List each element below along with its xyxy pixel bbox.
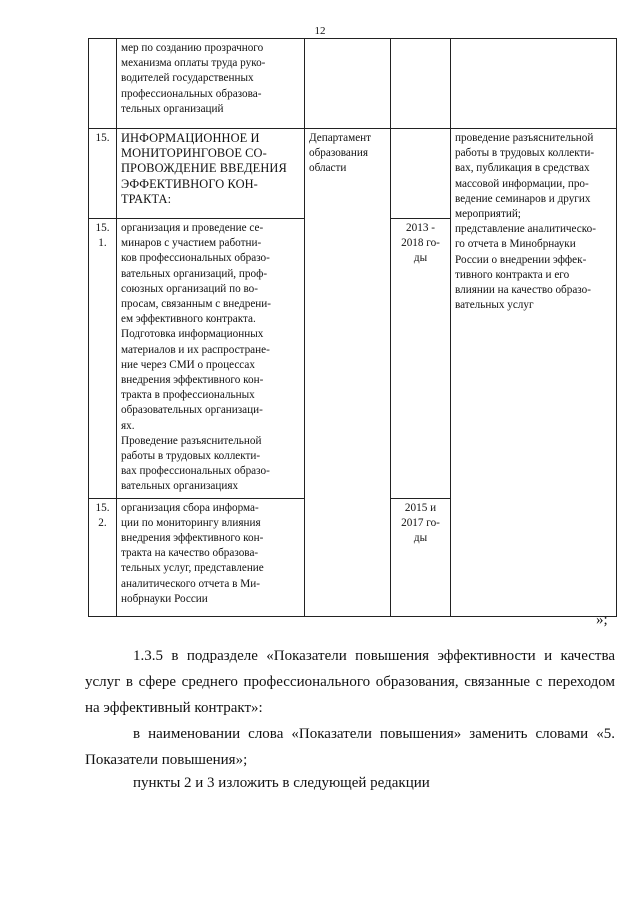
cell-text-line: нобрнауки России [121,592,208,605]
cell-text-line: ИНФОРМАЦИОННОЕ И [121,131,260,145]
cell-text-line: 2018 го- [401,237,440,250]
cell-text-line: тельных организаций [121,102,224,115]
cell-text-line: МОНИТОРИНГОВОЕ СО- [121,146,267,161]
expected-result [451,129,617,617]
cell-text-line: проведение разъяснительной [455,132,594,144]
cell-text-line: минаров с участием работни- [121,237,262,250]
cell-text-line: ции по мониторингу влияния [121,516,261,529]
cell-text-line: ях. [121,419,135,432]
measures-table [88,38,617,617]
cell-text-line: вах, публикация в средствах [455,162,590,175]
cell-text-line: образовательных организаци- [121,404,263,417]
measure-cell [117,219,305,499]
section-title [117,129,305,219]
cell-text-line: го отчета в Минобрнауки [455,238,576,251]
cell-text-line: тельных услуг, представление [121,562,264,575]
measure-cell [117,39,305,129]
cell-text-line: 2015 и [404,501,437,514]
cell-text-line: просам, связанным с внедрени- [121,298,271,311]
cell-text-line: мер по созданию прозрачного [121,42,264,54]
responsible-cell [305,39,391,129]
cell-text-line: ТРАКТА: [121,191,172,206]
cell-text-line: Проведение разъяснительной [121,434,262,447]
table-row-15 [89,129,617,219]
cell-text-line: аналитического отчета в Ми- [121,577,260,590]
dates-cell [391,219,451,499]
cell-text-line: ПРОВОЖДЕНИЕ ВВЕДЕНИЯ [121,161,287,176]
cell-text-line: 2017 го- [401,516,440,529]
cell-text-line: Департамент [309,132,372,144]
result-cell [451,39,617,129]
cell-text-line: организация сбора информа- [121,501,259,514]
table-row-continued [89,39,617,129]
cell-text-line: союзных организаций по во- [121,282,258,295]
cell-text-line: ем эффективного контракта. [121,313,256,326]
cell-text-line: вательных организаций, проф- [121,267,268,280]
page-number: 12 [314,25,326,37]
measure-cell [117,498,305,616]
cell-text-line: внедрения эффективного кон- [121,374,264,387]
dates-cell [391,39,451,129]
cell-text-line: ведение семинаров и других [455,192,591,205]
paragraph-rename-instruction: в наименовании слова «Показатели повышения» заменить словами «5. Показатели повышения»; [85,726,615,768]
cell-text-line: ЭФФЕКТИВНОГО КОН- [121,176,258,191]
cell-text-line: ды [413,252,428,265]
paragraph-new-wording: пункты 2 и 3 изложить в следующей редакции [133,775,430,791]
row-number: 15. [89,129,117,219]
cell-text-line: вательных организациях [121,480,239,493]
cell-text-line: влиянии на качество образо- [455,284,591,297]
cell-text-line: материалов и их распростране- [121,343,270,356]
cell-text-line: профессиональных образова- [121,87,262,100]
cell-text-line: образования [309,147,369,160]
cell-text-line: работы в трудовых коллекти- [121,450,261,463]
cell-text-line: России о внедрении эффек- [455,253,587,266]
paragraph-amendment-1-3-5: 1.3.5 в подразделе «Показатели повышения эффективности и качества услуг в сфере среднего профессионального образования, связанные с переходом на эффективный контракт»: [85,648,615,716]
cell-text-line: области [309,162,347,175]
cell-text-line: тракта в профессиональных [121,389,255,402]
row-number: 15.1. [89,219,117,499]
cell-text-line: 2013 - [406,222,435,234]
cell-text-line: внедрения эффективного кон- [121,532,264,545]
cell-text-line: механизма оплаты труда руко- [121,57,266,70]
cell-text-line: массовой информации, про- [455,177,589,190]
cell-text-line: тивного контракта и его [455,268,570,281]
cell-text-line: тракта на качество образова- [121,547,259,560]
cell-text-line: представление аналитическо- [455,223,596,236]
dates-cell [391,498,451,616]
cell-text-line: вательных услуг [455,299,534,312]
dates-cell [391,129,451,219]
cell-text-line: ние через СМИ о процессах [121,358,255,371]
cell-text-line: ды [413,532,428,545]
cell-text-line: работы в трудовых коллекти- [455,147,595,160]
row-number: 15.2. [89,498,117,616]
cell-text-line: ков профессиональных образо- [121,252,270,265]
responsible-department [305,129,391,617]
cell-text-line: вах профессиональных образо- [121,465,270,478]
cell-text-line: мероприятий; [455,208,521,221]
cell-text-line: водителей государственных [121,72,254,85]
cell-text-line: Подготовка информационных [121,328,264,341]
closing-quote: »; [596,612,608,628]
cell-text-line: организация и проведение се- [121,222,264,234]
row-number-cell [89,39,117,129]
